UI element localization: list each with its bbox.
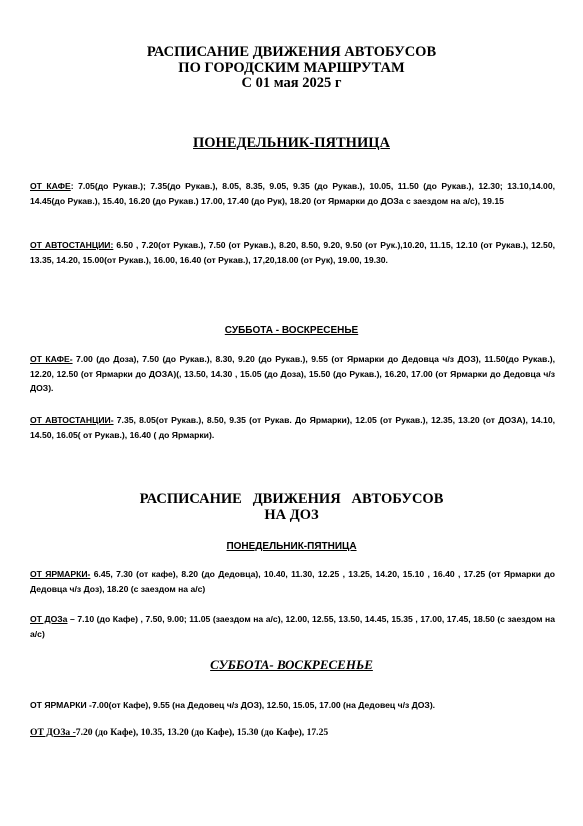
city-weekdays-from-station-text: 6.50 , 7.20(от Рукав.), 7.50 (от Рукав.), 8.20, 8.50, 9.20, 9.50 (от Рук.),10.20, 11.15, 12.10 (от Рукав.), 12.50, 13.35, 14.20, 15.00(от Рукав.), 16.00, 16.40 (от Рукав.), 17,20,18.00 (от Рук), 19.00, 19.30.	[30, 240, 555, 265]
doz-weekdays-from-fair-text: 6.45, 7.30 (от кафе), 8.20 (до Дедовца), 10.40, 11.30, 12.25 , 13.25, 14.20, 15.10 , 16.40 , 17.25 (от Ярмарки до Дедовца ч/з Доз), 18.20 (с заездом на а/с)	[30, 569, 555, 594]
doz-weekend-from-doz	[30, 726, 555, 741]
main-title	[0, 45, 583, 92]
city-weekdays-from-station-label: ОТ АВТОСТАНЦИИ:	[30, 240, 114, 250]
city-weekend-from-station-text: 7.35, 8.05(от Рукав.), 8.50, 9.35 (от Рукав. До Ярмарки), 12.05 (от Рукав.), 12.35, 13.20 (от ДОЗА), 14.10, 14.50, 16.05( от Рукав.), 16.40 ( до Ярмарки).	[30, 415, 555, 440]
doz-title	[0, 491, 583, 523]
doz-weekend-from-doz-label: ОТ ДОЗа -	[30, 727, 76, 738]
city-weekdays-from-cafe-label: ОТ КАФЕ	[30, 181, 71, 191]
doz-weekdays-from-doz-text: – 7.10 (до Кафе) , 7.50, 9.00; 11.05 (заездом на а/с), 12.00, 12.55, 13.50, 14.45, 15.35 , 17.00, 17.45, 18.50 (с заездом на а/с)	[30, 614, 555, 639]
city-weekend-from-cafe-label: ОТ КАФЕ-	[30, 354, 73, 364]
main-title-line2: ПО ГОРОДСКИМ МАРШРУТАМ	[178, 59, 405, 76]
doz-weekdays-from-fair-label: ОТ ЯРМАРКИ-	[30, 569, 91, 579]
doz-weekdays-heading: ПОНЕДЕЛЬНИК-ПЯТНИЦА	[226, 541, 357, 552]
doz-weekend-from-doz-text: 7.20 (до Кафе), 10.35, 13.20 (до Кафе), 15.30 (до Кафе), 17.25	[75, 727, 329, 738]
doz-title-line2: НА ДОЗ	[264, 507, 319, 523]
city-weekend-heading: СУББОТА - ВОСКРЕСЕНЬЕ	[224, 325, 359, 336]
city-weekdays-from-station	[30, 238, 555, 267]
city-weekend-from-station-label: ОТ АВТОСТАНЦИИ-	[30, 415, 114, 425]
doz-weekdays-from-fair	[30, 567, 555, 596]
city-weekend-from-station	[30, 413, 555, 442]
city-weekdays-from-cafe-text: : 7.05(до Рукав.); 7.35(до Рукав.), 8.05, 8.35, 9.05, 9.35 (до Рукав.), 10.05, 11.50 (до Рукав.), 12.30; 13.10,14.00, 14.45(до Рукав.), 15.40, 16.20 (до Рукав.) 17.00, 17.40 (до Рук), 18.20 (от Ярмарки до ДОЗа с заездом на а/с), 19.15	[30, 181, 555, 206]
city-weekdays-heading: ПОНЕДЕЛЬНИК-ПЯТНИЦА	[193, 135, 390, 151]
doz-weekend-from-fair-text: ОТ ЯРМАРКИ -7.00(от Кафе), 9.55 (на Дедовец ч/з ДОЗ), 12.50, 15.05, 17.00 (на Дедовец ч/з ДОЗ).	[30, 700, 436, 710]
main-title-line1: РАСПИСАНИЕ ДВИЖЕНИЯ АВТОБУСОВ	[146, 44, 437, 60]
doz-weekend-heading: СУББОТА- ВОСКРЕСЕНЬЕ	[210, 657, 373, 672]
doz-weekdays-from-doz	[30, 612, 555, 641]
doz-weekdays-from-doz-label: ОТ ДОЗа	[30, 614, 68, 624]
doz-weekend-from-fair	[30, 698, 555, 713]
city-weekend-from-cafe-text: 7.00 (до Доза), 7.50 (до Рукав.), 8.30, 9.20 (до Рукав.), 9.55 (от Ярмарки до Дедовца ч/з ДОЗ), 11.50(до Рукав.), 12.20, 12.50 (от Ярмарки до ДОЗА)(, 13.50, 14.30 , 15.05 (до Доза), 15.50 (до Рукав.), 16.20, 17.00 (от Ярмарки до Дедовца ч/з ДОЗ).	[30, 354, 555, 394]
main-title-line3: С 01 мая 2025 г	[241, 75, 342, 91]
city-weekdays-from-cafe	[30, 179, 555, 208]
doz-title-line1: РАСПИСАНИЕ ДВИЖЕНИЯ АВТОБУСОВ	[139, 491, 444, 507]
city-weekend-from-cafe	[30, 352, 555, 396]
